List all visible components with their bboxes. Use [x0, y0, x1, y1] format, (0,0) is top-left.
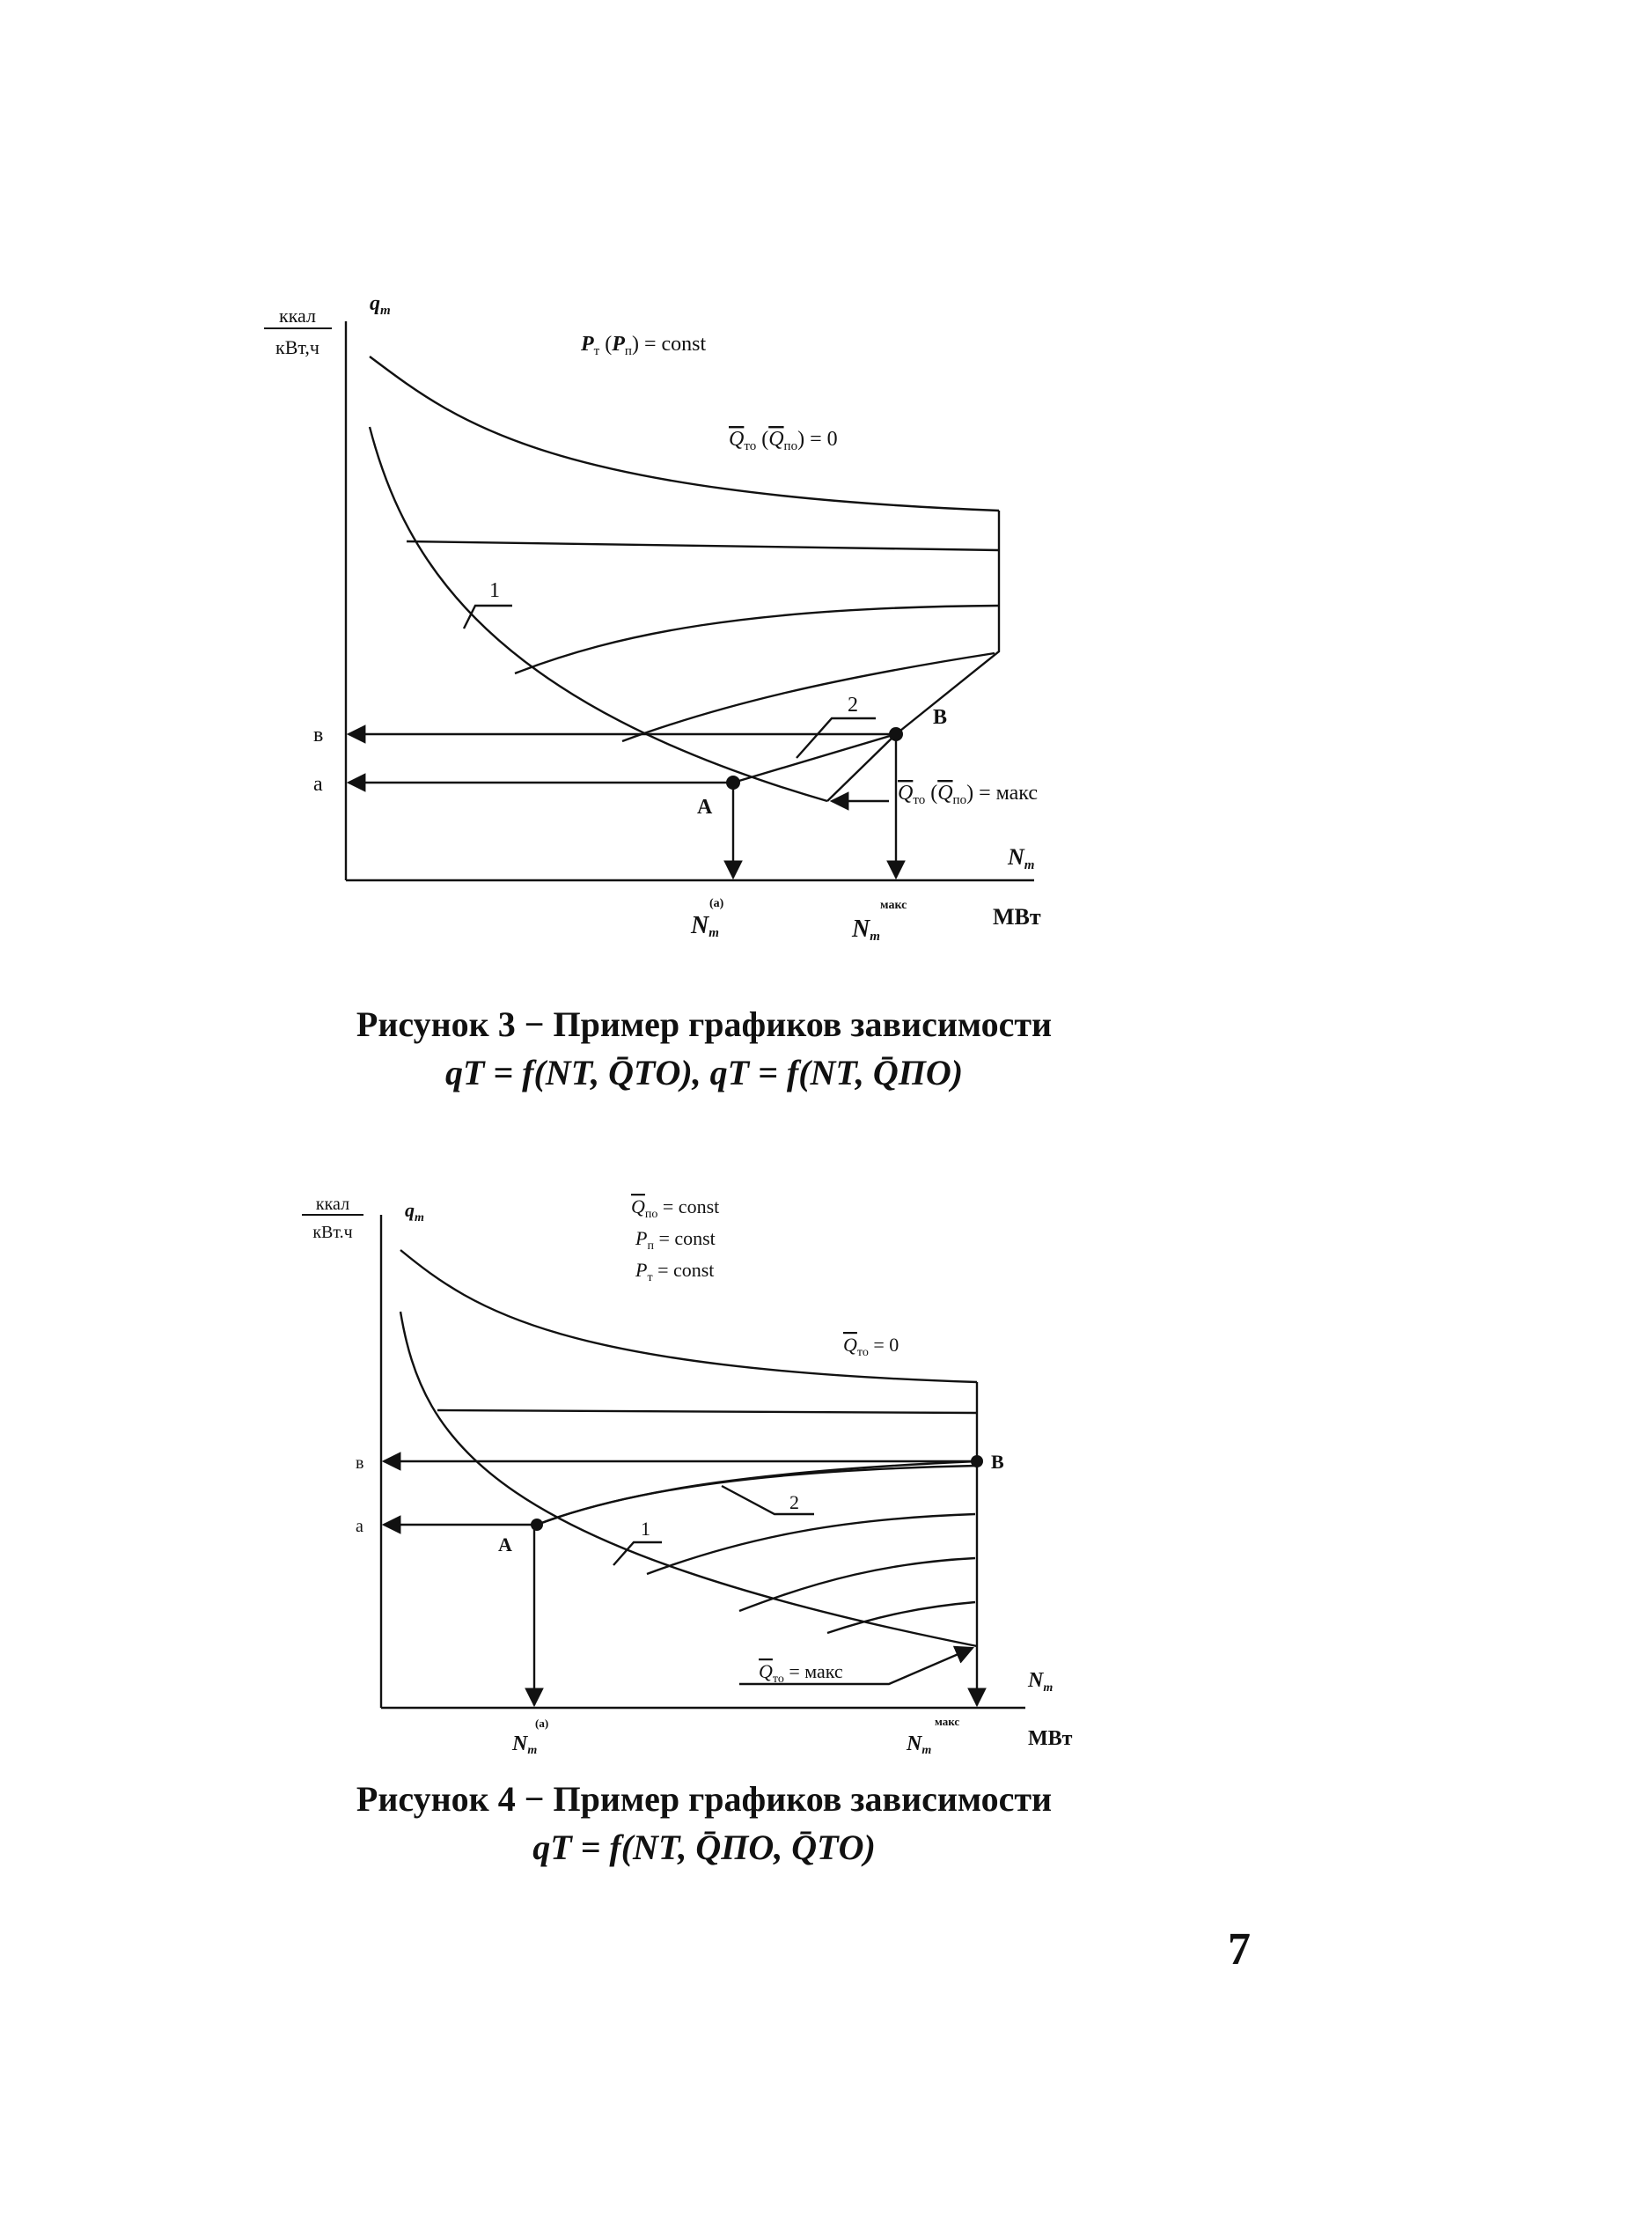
fig3-curve-mid-2: [515, 606, 999, 673]
fig4-point-B-dot: [971, 1455, 983, 1467]
figure-3-caption-formula: qТ = f(NТ, Q̄ТО), qТ = f(NТ, Q̄ПО): [444, 1053, 964, 1092]
fig4-unit-den: кВт.ч: [312, 1223, 353, 1242]
fig3-point-B-dot: [889, 727, 903, 741]
fig3-x-tick-a-sup: (а): [709, 897, 724, 910]
fig3-x-symbol: Nт: [1008, 844, 1035, 872]
fig4-annot-c1: $Q_{по}$ = const: [631, 1195, 720, 1221]
fig3-level-b: в: [313, 724, 324, 746]
page-number: 7: [1228, 1924, 1251, 1975]
fig3-x-tick-max: Nт: [852, 916, 880, 944]
fig4-x-tick-max-sup: макс: [935, 1715, 960, 1728]
fig3-x-unit: МВт: [993, 904, 1041, 930]
fig4-curve-mid-1: [437, 1410, 977, 1413]
fig4-label-1: 1: [641, 1518, 650, 1540]
fig4-label-2: 2: [789, 1491, 799, 1513]
fig3-x-tick-max-sup: макс: [880, 899, 907, 912]
figure-3-diagram: [0, 282, 1652, 944]
fig3-x-tick-a: Nт: [691, 912, 719, 940]
fig3-right-boundary: [896, 511, 999, 734]
fig4-annot-max: $Q_{то}$ = макс: [759, 1660, 843, 1686]
fig3-point-A-label: A: [697, 796, 713, 819]
fig3-annot-zero: $Q_{то}$ $(Q_{по})$ = 0: [729, 428, 838, 453]
fig4-curve-mid-3: [647, 1514, 975, 1574]
fig3-curve-q-zero: [370, 357, 999, 511]
figure-4-caption-formula: qТ = f(NТ, Q̄ПО, Q̄ТО): [532, 1828, 876, 1867]
fig3-point-B-label: B: [933, 706, 948, 729]
fig4-level-a: а: [356, 1517, 363, 1536]
fig4-x-tick-max: Nт: [907, 1732, 932, 1757]
figure-4-caption-title: Рисунок 4 − Пример графиков зависимости: [356, 1779, 1053, 1819]
fig4-point-B-label: B: [991, 1451, 1004, 1473]
fig4-level-b: в: [356, 1453, 364, 1473]
fig4-point-A-label: A: [498, 1533, 512, 1555]
fig4-annot-zero: $Q_{то} = 0$: [843, 1334, 899, 1359]
fig3-leader-1: [464, 606, 512, 629]
fig4-x-tick-a: Nт: [512, 1732, 538, 1757]
fig3-curve-1: [370, 427, 827, 801]
fig3-level-a: а: [313, 773, 323, 796]
fig4-curve-mid-4: [739, 1558, 975, 1611]
fig3-unit-num: ккал: [279, 305, 316, 327]
figure-4-diagram: [0, 1188, 1652, 1761]
fig3-y-symbol: $q_т$: [370, 292, 391, 318]
fig4-y-symbol: $q_т$: [405, 1199, 424, 1224]
fig4-curve-1: [400, 1312, 977, 1646]
fig3-unit-den: кВт,ч: [275, 336, 319, 358]
fig4-x-symbol: $N_т$: [1028, 1669, 1054, 1695]
fig3-curve-mid-1: [407, 541, 999, 550]
fig3-label-2: 2: [848, 694, 858, 717]
fig3-annot-max: $Q_{то}$ $(Q_{по})$ = макс: [898, 782, 1039, 807]
fig4-unit-num: ккал: [315, 1195, 350, 1214]
fig3-label-1: 1: [489, 579, 500, 602]
fig3-annot-const: $P_т$ $(P_п)$ = const: [581, 333, 707, 358]
fig4-x-tick-a-sup: (а): [535, 1717, 549, 1730]
fig4-annot-c2: $P_п$ = const: [635, 1227, 716, 1253]
figure-3-caption-title: Рисунок 3 − Пример графиков зависимости: [356, 1004, 1053, 1044]
fig4-x-unit: МВт: [1028, 1727, 1073, 1750]
fig4-curve-mid-2: [537, 1466, 977, 1525]
fig4-leader-2: [722, 1486, 814, 1514]
fig4-curve-2: [537, 1461, 977, 1525]
fig3-point-A-dot: [726, 776, 740, 790]
fig4-point-A-dot: [531, 1519, 543, 1531]
fig4-annot-c3: $P_т$ = const: [635, 1259, 715, 1284]
